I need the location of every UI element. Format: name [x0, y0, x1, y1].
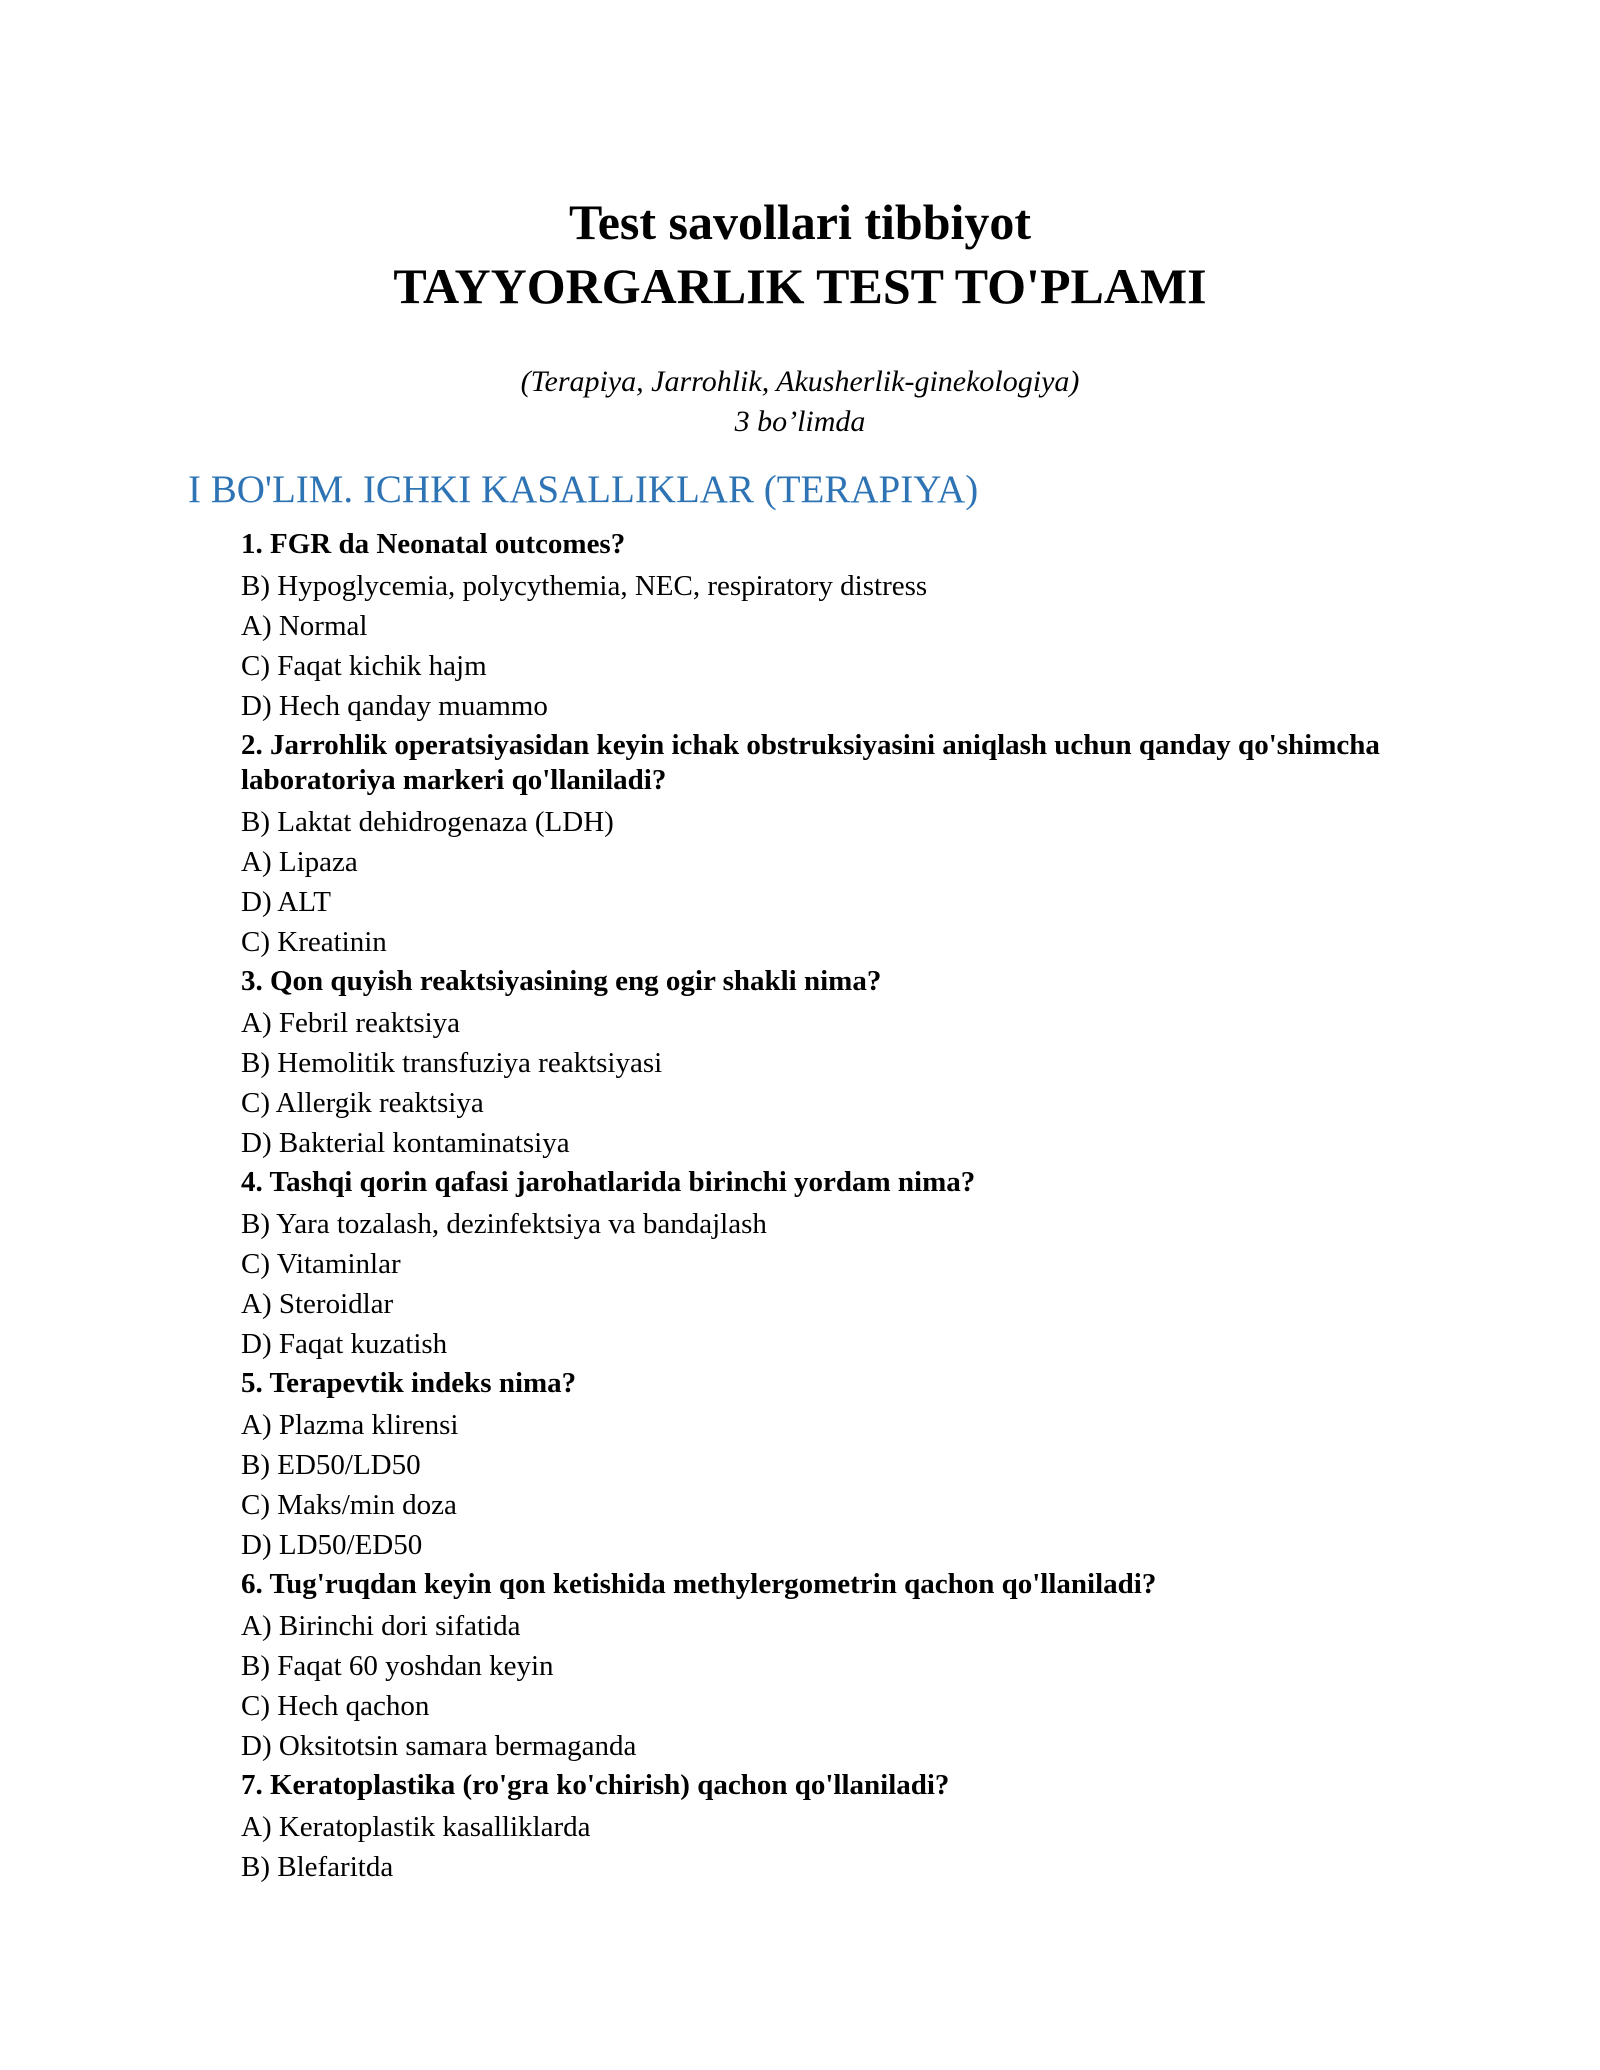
subtitle-line-2: 3 bo’limda [734, 405, 866, 438]
answer-option: A) Febril reaktsiya [241, 1007, 461, 1039]
question-item [241, 964, 1381, 1163]
title-line-1: Test savollari tibbiyot [568, 194, 1032, 250]
question-text: 4. Tashqi qorin qafasi jarohatlarida birinchi yordam nima? [241, 1166, 976, 1198]
answer-option: B) ED50/LD50 [241, 1449, 421, 1481]
answer-option: B) Hypoglycemia, polycythemia, NEC, respiratory distress [241, 570, 928, 602]
answer-option: A) Keratoplastik kasalliklarda [241, 1811, 591, 1843]
question-text: 5. Terapevtik indeks nima? [241, 1367, 577, 1399]
question-text: 7. Keratoplastika (ro'gra ko'chirish) qachon qo'llaniladi? [241, 1769, 950, 1801]
question-text: 1. FGR da Neonatal outcomes? [241, 528, 626, 560]
title-line-2: TAYYORGARLIK TEST TO'PLAMI [393, 258, 1207, 314]
section-heading: I BO'LIM. ICHKI KASALLIKLAR (TERAPIYA) [188, 468, 979, 511]
answer-option: A) Steroidlar [241, 1288, 394, 1320]
answer-option: D) Oksitotsin samara bermaganda [241, 1730, 637, 1762]
answer-option: B) Laktat dehidrogenaza (LDH) [241, 806, 614, 838]
question-item [241, 1768, 1381, 1887]
answer-option: A) Birinchi dori sifatida [241, 1610, 521, 1642]
answer-option: B) Yara tozalash, dezinfektsiya va bandajlash [241, 1208, 767, 1240]
answer-option: A) Lipaza [241, 846, 358, 878]
answer-option: B) Hemolitik transfuziya reaktsiyasi [241, 1047, 663, 1079]
answer-option: C) Hech qachon [241, 1690, 430, 1722]
document-title [0, 190, 1600, 318]
question-item [241, 1165, 1381, 1364]
answer-option: D) Hech qanday muammo [241, 690, 548, 722]
answer-option: C) Kreatinin [241, 926, 387, 958]
answer-option: B) Faqat 60 yoshdan keyin [241, 1650, 554, 1682]
answer-option: B) Blefaritda [241, 1851, 394, 1883]
document-subtitle [0, 362, 1600, 442]
answer-option: C) Vitaminlar [241, 1248, 401, 1280]
answer-option: C) Maks/min doza [241, 1489, 457, 1521]
question-text: 2. Jarrohlik operatsiyasidan keyin ichak obstruksiyasini aniqlash uchun qanday qo'shimcha laboratoriya markeri qo'llaniladi? [241, 729, 1380, 796]
question-item [241, 1366, 1381, 1565]
answer-option: C) Allergik reaktsiya [241, 1087, 484, 1119]
question-item [241, 1567, 1381, 1766]
question-item [241, 527, 1381, 726]
answer-option: D) Bakterial kontaminatsiya [241, 1127, 570, 1159]
question-list [241, 525, 1381, 1887]
answer-option: A) Normal [241, 610, 368, 642]
answer-option: C) Faqat kichik hajm [241, 650, 487, 682]
subtitle-line-1: (Terapiya, Jarrohlik, Akusherlik-ginekologiya) [520, 365, 1080, 398]
answer-option: A) Plazma klirensi [241, 1409, 459, 1441]
answer-option: D) ALT [241, 886, 331, 918]
question-item [241, 728, 1381, 962]
question-text: 6. Tug'ruqdan keyin qon ketishida methylergometrin qachon qo'llaniladi? [241, 1568, 1157, 1600]
answer-option: D) Faqat kuzatish [241, 1328, 448, 1360]
question-text: 3. Qon quyish reaktsiyasining eng ogir shakli nima? [241, 965, 882, 997]
answer-option: D) LD50/ED50 [241, 1529, 423, 1561]
